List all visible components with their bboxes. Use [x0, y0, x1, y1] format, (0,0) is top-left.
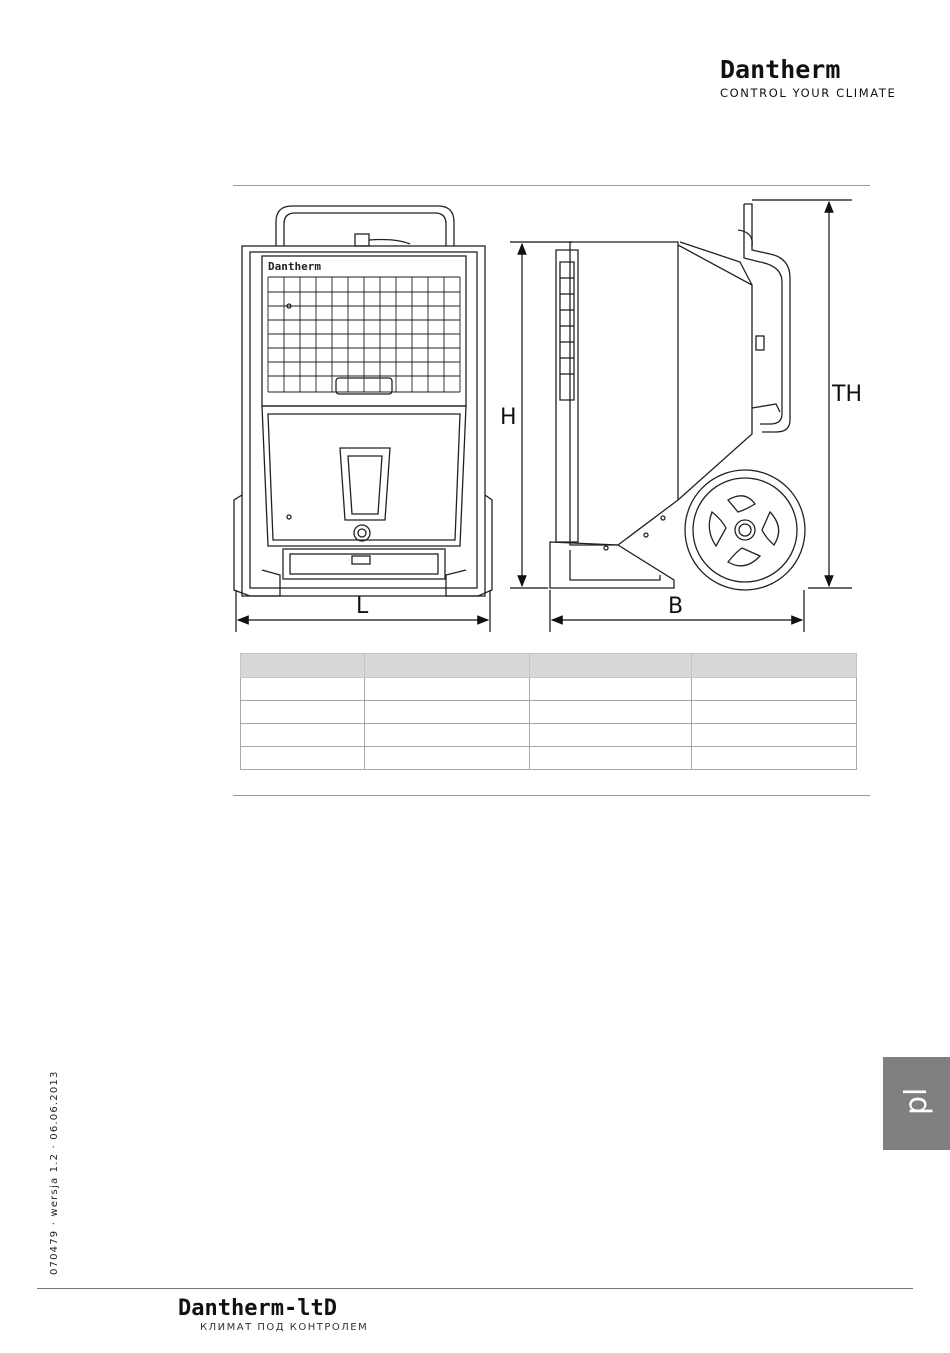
table-header-cell — [241, 654, 365, 678]
footer-brand-name: Dantherm-ltD — [178, 1296, 337, 1321]
dim-label-B: B — [668, 594, 684, 619]
table-cell — [529, 724, 692, 747]
table-cell — [692, 747, 857, 770]
table-cell — [241, 701, 365, 724]
table-cell — [364, 678, 529, 701]
table-cell — [364, 747, 529, 770]
table-cell — [241, 678, 365, 701]
front-logo: Dantherm — [268, 260, 321, 273]
dim-label-H: H — [500, 405, 517, 430]
brand-tagline: CONTROL YOUR CLIMATE — [720, 86, 897, 100]
version-label: 070479 · wersja 1.2 · 06.06.2013 — [49, 1070, 60, 1275]
table-cell — [529, 701, 692, 724]
table-cell — [692, 701, 857, 724]
table-row — [241, 747, 857, 770]
brand-name: Dantherm — [720, 55, 841, 84]
dimensions-table — [240, 653, 857, 770]
dim-label-TH: TH — [832, 382, 862, 407]
table-cell — [529, 678, 692, 701]
language-tab-label: pl — [899, 1087, 934, 1115]
table-header-cell — [529, 654, 692, 678]
table-row — [241, 678, 857, 701]
table-header-row — [241, 654, 857, 678]
table-cell — [692, 678, 857, 701]
side-view — [550, 204, 805, 590]
table-header-cell — [364, 654, 529, 678]
table-cell — [241, 747, 365, 770]
table-row — [241, 701, 857, 724]
dim-label-L: L — [356, 594, 369, 619]
language-tab[interactable] — [883, 1057, 950, 1150]
table-row — [241, 724, 857, 747]
table-cell — [529, 747, 692, 770]
table-cell — [364, 724, 529, 747]
table-cell — [241, 724, 365, 747]
footer-rule — [37, 1288, 913, 1289]
table-cell — [692, 724, 857, 747]
table-header-cell — [692, 654, 857, 678]
table-cell — [364, 701, 529, 724]
front-grill — [268, 277, 460, 392]
footer-tagline: КЛИМАТ ПОД КОНТРОЛЕМ — [200, 1322, 369, 1333]
footer-logo — [178, 1296, 418, 1334]
